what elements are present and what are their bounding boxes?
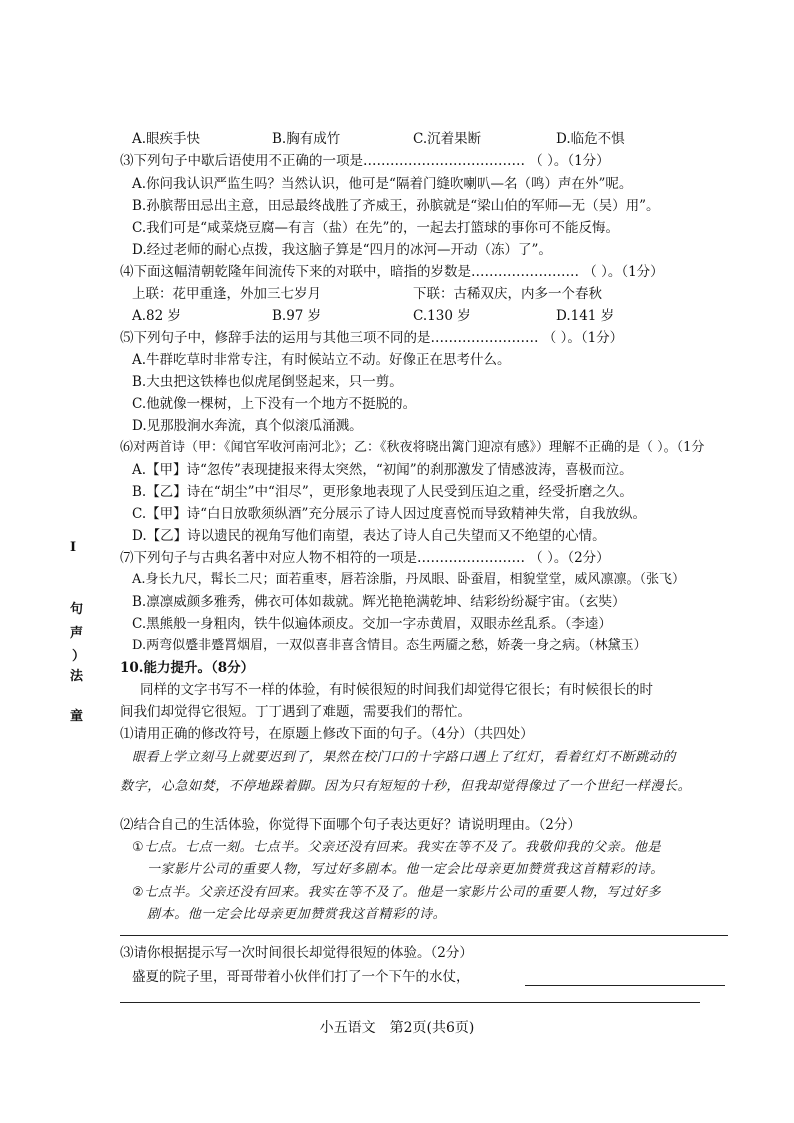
- q10-sub2-prompt: ⑵结合自己的生活体验，你觉得下面哪个句子表达更好？请说明理由。（2分）: [120, 817, 581, 833]
- q7-stem: ⑺下列句子与古典名著中对应人物不相符的一项是…………………… （ ）。（2分）: [120, 550, 610, 566]
- q10-intro-line1: 同样的文字书写不一样的体验，有时候很短的时间我们却觉得它很长；有时候很长的时: [140, 682, 653, 698]
- q2-option-a: A.眼疾手快: [132, 131, 201, 147]
- q5-option-b: B.大虫把这铁棒也似虎尾倒竖起来，只一剪。: [132, 374, 403, 390]
- q6-option-d: D.【乙】诗以遗民的视角写他们南望，表达了诗人自己失望而又不绝望的心情。: [132, 528, 606, 544]
- q4-option-b: B.97 岁: [272, 308, 322, 324]
- q4-option-a: A.82 岁: [132, 308, 182, 324]
- margin-mark-3: 声: [70, 626, 84, 641]
- q3-option-c: C.我们可是“咸菜烧豆腐—有言（盐）在先”的，一起去打篮球的事你可不能反悔。: [132, 220, 619, 236]
- q10-sub2-option2-line2: 剧本。他一定会比母亲更加赞赏我这首精彩的诗。: [147, 907, 447, 922]
- q5-option-c: C.他就像一棵树，上下没有一个地方不挺脱的。: [132, 396, 417, 412]
- q10-sub2-option1-line2: 一家影片公司的重要人物，写过好多剧本。他一定会比母亲更加赞赏我这首精彩的诗。: [147, 862, 664, 877]
- q3-option-a: A.你问我认识严监生吗？当然认识，他可是“隔着门缝吹喇叭—名（鸣）声在外”呢。: [132, 176, 633, 192]
- q10-sub2-option1-line1: ①七点。七点一刻。七点半。父亲还没有回来。我实在等不及了。我敬仰我的父亲。他是: [132, 840, 662, 855]
- margin-mark-5: 法: [70, 669, 84, 684]
- q4-couplet-upper: 上联：花甲重逢，外加三七岁月: [132, 286, 321, 302]
- q6-option-a: A.【甲】诗“忽传”表现捷报来得太突然，“初闻”的刹那激发了情感波涛，喜极而泣。: [132, 462, 633, 478]
- margin-mark-2: 句: [70, 602, 84, 617]
- q5-option-a: A.牛群吃草时非常专注，有时候站立不动。好像正在思考什么。: [132, 352, 511, 368]
- q10-sub1-prompt: ⑴请用正确的修改符号，在原题上修改下面的句子。（4分）（共四处）: [120, 726, 534, 742]
- q10-sub1-sentence-line2: 数字，心急如焚，不停地跺着脚。因为只有短短的十秒，但我却觉得像过了一个世纪一样漫长。: [120, 779, 692, 794]
- q6-option-c: C.【甲】诗“白日放歌须纵酒”充分展示了诗人因过度喜悦而导致精神失常，自我放纵。: [132, 506, 646, 522]
- q5-option-d: D.见那股涧水奔流，真个似滚瓜涌溅。: [132, 418, 363, 434]
- q10-sub1-sentence-line1: 眼看上学立刻马上就要迟到了，果然在校门口的十字路口遇上了红灯，看着红灯不断跳动的: [132, 750, 677, 765]
- q3-option-b: B.孙膑帮田忌出主意，田忌最终战胜了齐威王，孙膑就是“梁山伯的军师—无（吴）用”。: [132, 198, 660, 214]
- answer-blank-line-1: [525, 985, 725, 986]
- divider-line: [120, 935, 728, 936]
- q10-title: 10.能力提升。（8分）: [120, 660, 255, 676]
- q3-stem: ⑶下列句子中歇后语使用不正确的一项是……………………………… （ ）。（1分）: [120, 153, 610, 169]
- q6-option-b: B.【乙】诗在“胡尘”中“泪尽”，更形象地表现了人民受到压迫之重，经受折磨之久。: [132, 484, 633, 500]
- margin-mark-4: ）: [72, 649, 86, 664]
- q4-option-d: D.141 岁: [556, 308, 615, 324]
- q10-sub3-prompt: ⑶请你根据提示写一次时间很长却觉得很短的体验。（2分）: [120, 945, 473, 961]
- q5-stem: ⑸下列句子中，修辞手法的运用与其他三项不同的是…………………… （ ）。（1分）: [120, 330, 624, 346]
- q2-option-b: B.胸有成竹: [272, 131, 341, 147]
- q10-intro-line2: 间我们却觉得它很短。丁丁遇到了难题，需要我们的帮忙。: [120, 704, 471, 720]
- answer-blank-line-2: [120, 1002, 700, 1003]
- q4-option-c: C.130 岁: [413, 308, 471, 324]
- q10-sub3-sentence-start: 盛夏的院子里，哥哥带着小伙伴们打了一个下午的水仗，: [132, 969, 470, 985]
- q4-stem: ⑷下面这幅清朝乾隆年间流传下来的对联中，暗指的岁数是…………………… （ ）。（1分）: [120, 264, 664, 280]
- q2-option-c: C.沉着果断: [413, 131, 482, 147]
- q7-option-d: D.两弯似蹙非蹙罥烟眉，一双似喜非喜含情目。态生两靥之愁，娇袭一身之病。（林黛玉）: [132, 638, 647, 653]
- q10-sub2-option2-line1: ②七点半。父亲还没有回来。我实在等不及了。他是一家影片公司的重要人物，写过好多: [132, 885, 662, 900]
- q6-stem: ⑹对两首诗（甲：《闻官军收河南河北》；乙：《秋夜将晓出篱门迎凉有感》）理解不正确的是（ ）。（1分: [120, 440, 705, 455]
- margin-mark-1: I: [70, 540, 77, 555]
- q2-option-d: D.临危不惧: [556, 131, 625, 147]
- q7-option-c: C.黑熊般一身粗肉，铁牛似遍体顽皮。交加一字赤黄眉，双眼赤丝乱系。（李逵）: [132, 616, 612, 632]
- page-footer: 小五语文 第2页(共6页): [319, 1020, 475, 1036]
- margin-mark-6: 童: [70, 709, 84, 724]
- q4-couplet-lower: 下联：古稀双庆，内多一个春秋: [413, 286, 602, 302]
- q7-option-a: A.身长九尺，髯长二尺；面若重枣，唇若涂脂，丹凤眼、卧蚕眉，相貌堂堂，威风凛凛。（张飞）: [132, 572, 686, 587]
- q3-option-d: D.经过老师的耐心点拨，我这脑子算是“四月的冰河—开动（冻）了”。: [132, 242, 552, 258]
- q7-option-b: B.凛凛威颜多雅秀，佛衣可体如裁就。辉光艳艳满乾坤、结彩纷纷凝宇宙。（玄奘）: [132, 594, 626, 610]
